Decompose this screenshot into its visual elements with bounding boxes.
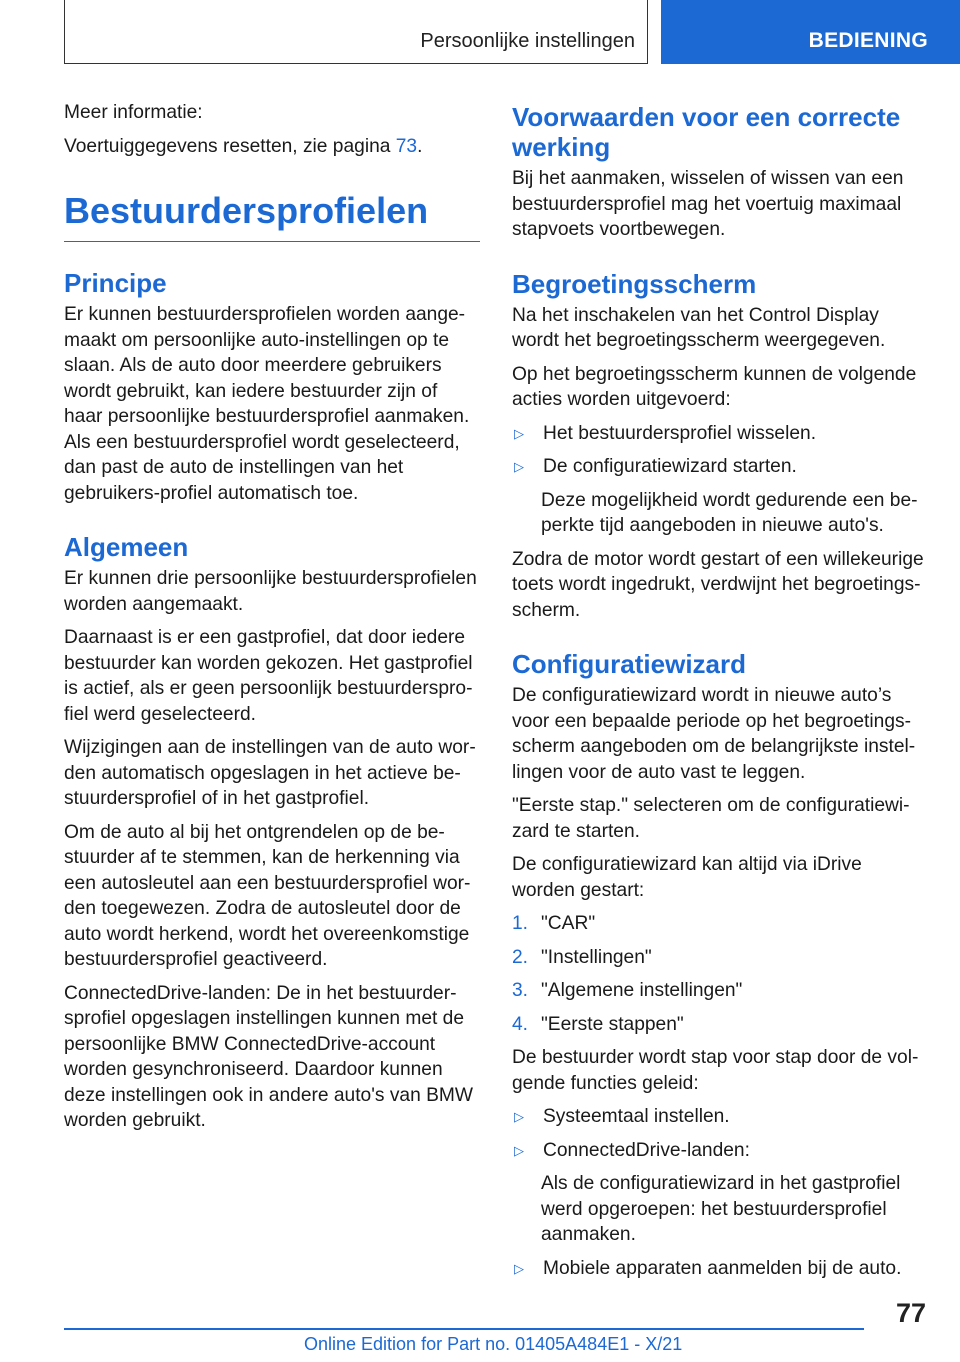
triangle-bullet-icon: ▷ — [514, 1260, 524, 1276]
paragraph: Er kunnen drie persoonlijke bestuurdersprofielen worden aangemaakt. — [64, 568, 477, 615]
paragraph: De configuratiewizard kan altijd via iDrive worden gestart: — [512, 854, 862, 901]
page-number: 77 — [896, 1298, 927, 1328]
step-number: 2. — [512, 946, 529, 968]
step-text: "Instellingen" — [541, 946, 652, 968]
step-number: 4. — [512, 1013, 529, 1035]
paragraph: ConnectedDrive-landen: De in het bestuurder-sprofiel opgeslagen instellingen kunnen met de persoonlijke BMW ConnectedDrive-account worden gesynchroniseerd. Daardoor kunnen deze instellingen ook in andere auto's van BMW worden gebruikt. — [64, 982, 473, 1131]
paragraph: "Eerste stap." selecteren om de configuratiewi-zard te starten. — [512, 795, 910, 842]
paragraph: Bij het aanmaken, wisselen of wissen van een bestuurdersprofiel mag het voertuig maximaal stapvoets voortbewegen. — [512, 168, 904, 240]
paragraph: Zodra de motor wordt gestart of een willekeurige toets wordt ingedrukt, verdwijnt het begroetings-scherm. — [512, 548, 924, 621]
triangle-bullet-icon: ▷ — [514, 425, 524, 441]
list-item: ▷ Het bestuurdersprofiel wisselen. — [512, 421, 928, 447]
reset-reference: Voertuiggegevens resetten, zie pagina 73. — [64, 135, 423, 157]
triangle-bullet-icon: ▷ — [514, 1142, 524, 1158]
list-item: ▷ Systeemtaal instellen. — [512, 1104, 928, 1130]
heading-begroetingsscherm: Begroetingsscherm — [512, 268, 757, 299]
step-text: "Algemene instellingen" — [541, 980, 743, 1001]
paragraph: De bestuurder wordt stap voor stap door de vol-gende functies geleid: — [512, 1047, 919, 1094]
list-item: ▷ Mobiele apparaten aanmelden bij de auto. — [512, 1256, 928, 1282]
section-tab — [661, 0, 960, 64]
page-link-73[interactable]: 73 — [395, 135, 418, 157]
paragraph: Wijzigingen aan de instellingen van de auto wor-den automatisch opgeslagen in het actieve be-stuurdersprofiel of in het gastprofiel. — [64, 737, 476, 809]
paragraph: De configuratiewizard wordt in nieuwe auto’s voor een bepaalde periode op het begroetings-scherm aangeboden om de belangrijkste instel-lingen voor de auto vast te leggen. — [512, 685, 916, 783]
heading-voorwaarden: Voorwaarden voor een correcte werking — [512, 102, 901, 162]
footer-divider — [64, 1328, 864, 1330]
step-item — [512, 978, 928, 1004]
step-item — [512, 945, 928, 971]
right-column — [512, 100, 928, 1289]
step-item — [512, 1012, 928, 1038]
list-item-note: Als de configuratiewizard in het gastprofiel werd opgeroepen: het bestuurdersprofiel aanmaken. — [541, 1173, 901, 1245]
list-item-note: Deze mogelijkheid wordt gedurende een be-perkte tijd aangeboden in nieuwe auto's. — [541, 489, 918, 536]
header-frame — [64, 0, 648, 64]
footer-edition: Online Edition for Part no. 01405A484E1 - X/21 — [304, 1334, 683, 1354]
section-title: Bestuurdersprofielen — [64, 189, 480, 242]
paragraph: Daarnaast is er een gastprofiel, dat door iedere bestuurder kan worden gekozen. Het gastprofiel is actief, als er geen persoonlijk bestuurderspro-fiel werd geselecteerd. — [64, 627, 473, 725]
heading-principe: Principe — [64, 268, 167, 298]
step-item — [512, 911, 928, 937]
meer-info-label: Meer informatie: — [64, 102, 203, 123]
list-item: ▷ ConnectedDrive-landen: — [512, 1138, 928, 1164]
step-text: "CAR" — [541, 913, 596, 934]
triangle-bullet-icon: ▷ — [514, 1109, 524, 1124]
paragraph: Er kunnen bestuurdersprofielen worden aange-maakt om persoonlijke auto-instellingen op te slaan. Als de auto door meerdere gebruikers wordt gebruikt, kan iedere bestuurder zijn of haar persoonlijke bestuurdersprofiel aanmaken. Als een bestuurdersprofiel wordt geselecteerd, dan past de auto de instellingen van het gebruikers-profiel automatisch toe. — [64, 304, 470, 504]
section-tab-label: BEDIENING — [808, 29, 928, 52]
step-text: "Eerste stappen" — [541, 1013, 684, 1035]
step-number: 1. — [512, 913, 529, 934]
list-item: ▷ De configuratiewizard starten. — [512, 454, 928, 480]
header-title: Persoonlijke instellingen — [420, 30, 635, 52]
heading-configuratiewizard: Configuratiewizard — [512, 649, 747, 679]
paragraph: Om de auto al bij het ontgrendelen op de be-stuurder af te stemmen, kan de herkenning via een autosleutel aan een bestuurdersprofiel wor-den toegewezen. Zodra de autosleutel door de auto wordt herkend, wordt het overeenkomstige bestuurdersprofiel geactiveerd. — [64, 821, 471, 970]
paragraph: Na het inschakelen van het Control Display wordt het begroetingsscherm weergegeven. — [512, 304, 886, 351]
paragraph: Op het begroetingsscherm kunnen de volgende acties worden uitgevoerd: — [512, 363, 917, 410]
left-column — [64, 100, 480, 1142]
triangle-bullet-icon: ▷ — [514, 459, 524, 474]
heading-algemeen: Algemeen — [64, 532, 189, 562]
step-number: 3. — [512, 980, 529, 1001]
